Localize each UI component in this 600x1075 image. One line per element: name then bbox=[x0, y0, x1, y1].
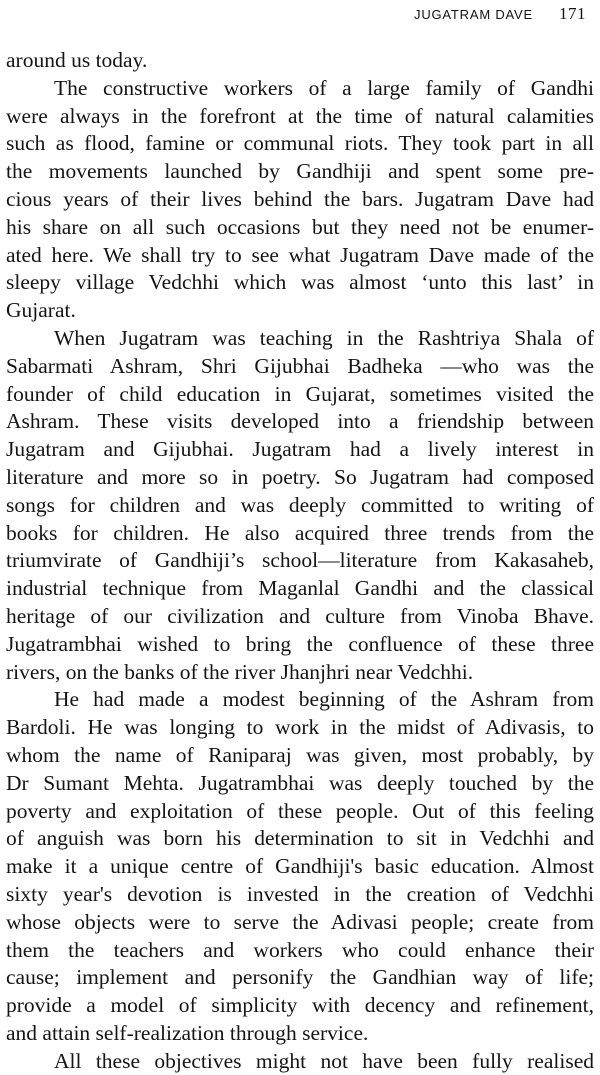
text-line: literature and more so in poetry. So Jugatram had composed bbox=[6, 464, 594, 489]
running-head bbox=[414, 4, 586, 28]
text-line: his share on all such occasions but they need not be enumer- bbox=[6, 214, 594, 239]
text-line: and attain self-realization through service. bbox=[6, 1020, 369, 1045]
text-line: When Jugatram was teaching in the Rashtriya Shala of bbox=[54, 325, 594, 350]
text-line: make it a unique centre of Gandhiji's basic education. Almost bbox=[6, 854, 594, 879]
page-number: 171 bbox=[559, 4, 586, 23]
text-line: the movements launched by Gandhiji and spent some pre- bbox=[6, 159, 594, 184]
text-line: Ashram. These visits developed into a friendship between bbox=[6, 409, 594, 434]
text-line: Gujarat. bbox=[6, 298, 76, 323]
text-line: industrial technique from Maganlal Gandhi and the classical bbox=[6, 576, 594, 601]
text-line: were always in the forefront at the time of natural calamities bbox=[6, 103, 594, 128]
text-line: Sabarmati Ashram, Shri Gijubhai Badheka —who was the bbox=[6, 353, 594, 378]
running-title: JUGATRAM DAVE bbox=[414, 7, 533, 22]
text-line: such as flood, famine or communal riots. They took part in all bbox=[6, 131, 594, 156]
text-line: of anguish was born his determination to sit in Vedchhi and bbox=[6, 826, 594, 851]
text-line: poverty and exploitation of these people. Out of this feeling bbox=[6, 798, 594, 823]
text-line: whose objects were to serve the Adivasi people; create from bbox=[6, 909, 594, 934]
text-line: Jugatrambhai wished to bring the confluence of these three bbox=[6, 631, 594, 656]
text-line: books for children. He also acquired three trends from the bbox=[6, 520, 594, 545]
text-line: around us today. bbox=[6, 48, 148, 72]
text-line: Jugatram and Gijubhai. Jugatram had a lively interest in bbox=[6, 437, 594, 462]
text-line: heritage of our civilization and culture from Vinoba Bhave. bbox=[6, 603, 594, 628]
text-line: founder of child education in Gujarat, sometimes visited the bbox=[6, 381, 594, 406]
text-line: Dr Sumant Mehta. Jugatrambhai was deeply touched by the bbox=[6, 770, 594, 795]
text-line: sixty year's devotion is invested in the creation of Vedchhi bbox=[6, 881, 594, 906]
text-line: provide a model of simplicity with decency and refinement, bbox=[6, 993, 594, 1018]
body-text bbox=[6, 47, 594, 1075]
text-line: songs for children and was deeply committed to writing of bbox=[6, 492, 594, 517]
text-line: sleepy village Vedchhi which was almost ‘unto this last’ in bbox=[6, 270, 594, 295]
text-line: The constructive workers of a large family of Gandhi bbox=[54, 75, 594, 100]
text-line: rivers, on the banks of the river Jhanjhri near Vedchhi. bbox=[6, 659, 474, 684]
text-line: them the teachers and workers who could enhance their bbox=[6, 937, 594, 962]
text-line: triumvirate of Gandhiji’s school—literature from Kakasaheb, bbox=[6, 548, 594, 573]
text-line: ated here. We shall try to see what Jugatram Dave made of the bbox=[6, 242, 594, 267]
text-line: cious years of their lives behind the bars. Jugatram Dave had bbox=[6, 186, 594, 211]
text-line: Bardoli. He was longing to work in the midst of Adivasis, to bbox=[6, 715, 594, 740]
text-line: whom the name of Raniparaj was given, most probably, by bbox=[6, 742, 594, 767]
text-line: All these objectives might not have been fully realised bbox=[54, 1048, 594, 1073]
text-line: He had made a modest beginning of the Ashram from bbox=[54, 687, 594, 712]
text-line: cause; implement and personify the Gandhian way of life; bbox=[6, 965, 594, 990]
